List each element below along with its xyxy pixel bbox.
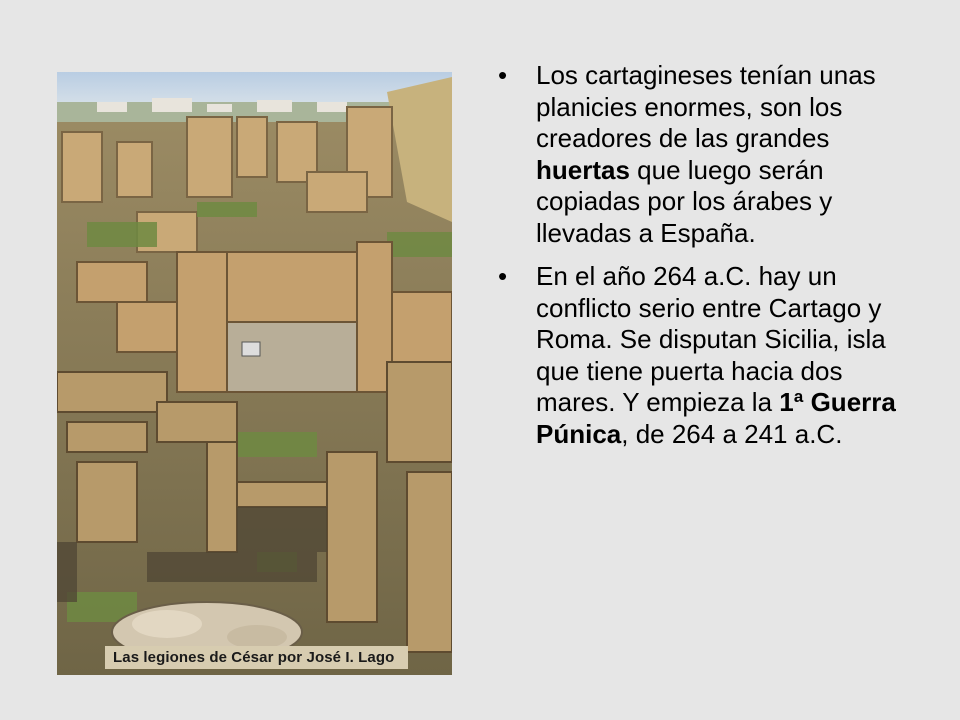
bullet-text-part: Los cartagineses tenían unas planicies enormes, son los creadores de las grandes — [536, 60, 876, 153]
bullet-text — [536, 261, 918, 450]
bullet-text-bold: huertas — [536, 154, 630, 185]
bullet-text-part: , de 264 a 241 a.C. — [621, 418, 843, 449]
carthage-ruins-image — [57, 72, 452, 675]
bullet-marker: • — [498, 60, 508, 90]
photo-caption: Las legiones de César por José I. Lago — [105, 646, 408, 669]
ruins-photo — [57, 72, 452, 675]
bullet-item-huertas — [498, 60, 918, 249]
bullet-text-bold: 1ª Guerra Púnica — [536, 387, 896, 449]
bullet-marker: • — [498, 261, 508, 291]
bullet-text — [536, 60, 918, 249]
bullet-list — [498, 60, 918, 462]
bullet-item-guerra-punica — [498, 261, 918, 450]
bullet-text-part: que luego serán copiadas por los árabes y llevadas a España. — [536, 154, 833, 248]
bullet-text-part: En el año 264 a.C. hay un conflicto serio entre Cartago y Roma. Se disputan Sicilia, isla que tiene puerta hacia dos mares. Y empieza la — [536, 261, 886, 417]
